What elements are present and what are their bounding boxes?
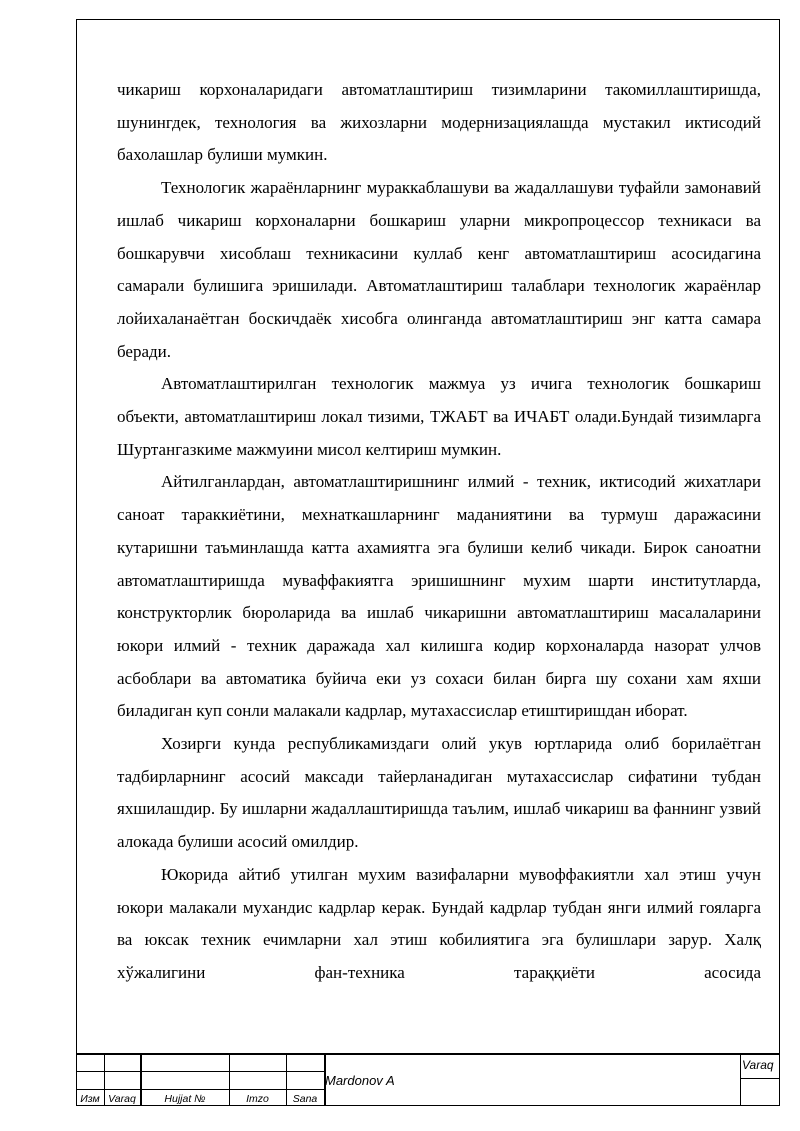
paragraph: Айтилганлардан, автоматлаштиришнинг илмий - техник, иктисодий жихатлари саноат тараккиётини, мехнаткашларнинг маданиятини ва турмуш даражасини кутаришни таъминлашда катта ахамиятга эга булиши келиб чикади. Бирок саноатни автоматлаштиришда муваффакиятга эришишнинг мухим шарти институтларда, конструкторлик бюроларида ва ишлаб чикаришни автоматлаштириш масалаларини юкори илмий - техник даражада хал килишга кодир корхоналарда назорат улчов асбоблари ва автоматика буйича еки уз сохаси билан бирга шу сохани хам яхши биладиган куп сонли малакали кадрлар, мутахассислар етиштиришдан иборат. [117,472,761,721]
sana-label: Sana [292,1093,318,1105]
imzo-label: Imzo [246,1093,269,1105]
paragraph: Автоматлаштирилган технологик мажмуа уз ичига технологик бошкариш объекти, автоматлаштириш локал тизими, ТЖАБТ ва ИЧАБТ олади.Бундай тизимларга Шуртангазкиме мажмуини мисол келтириш мумкин. [117,374,761,459]
izm-label: Изм [80,1093,100,1105]
document-body [117,74,761,990]
paragraph: Юкорида айтиб утилган мухим вазифаларни мувоффакиятли хал этиш учун юкори малакали мухандис кадрлар керак. Бундай кадрлар тубдан янги илмий гояларга ва юксак техник ечимларни хал этиш кобилиятига эга булишлари зарур. Халқ хўжалигини фан-техника тараққиёти асосида [117,864,761,982]
paragraph: чикариш корхоналаридаги автоматлаштириш тизимларини такомиллаштиришда, шунингдек, технология ва жихозларни модернизациялашда мустакил иктисодий бахолашлар булиши мумкин. [117,80,761,165]
hujjat-label: Hujjat № [164,1093,206,1105]
sheet-label: Varaq [742,1058,774,1072]
varaq-label: Varaq [108,1093,136,1105]
paragraph: Хозирги кунда республикамиздаги олий укув юртларида олиб борилаётган тадбирларнинг асосий максади тайерланадиган мутахассислар сифатини тубдан яхшилашдир. Бу ишларни жадаллаштиришда таълим, ишлаб чикариш ва фаннинг узвий алокада булиши асосий омилдир. [117,734,761,852]
author-name: Mardonov A [325,1073,395,1088]
paragraph: Технологик жараёнларнинг мураккаблашуви ва жадаллашуви туфайли замонавий ишлаб чикариш корхоналарни бошкариш уларни микропроцессор техникаси ва бошкарувчи хисоблаш техникасини куллаб кенг автоматлаштириш асосидагина самарали булишига эришилади. Автоматлаштириш талаблари технологик жараёнлар лойихаланаётган боскичдаёк хисобга олинганда автоматлаштириш энг катта самара беради. [117,178,761,361]
